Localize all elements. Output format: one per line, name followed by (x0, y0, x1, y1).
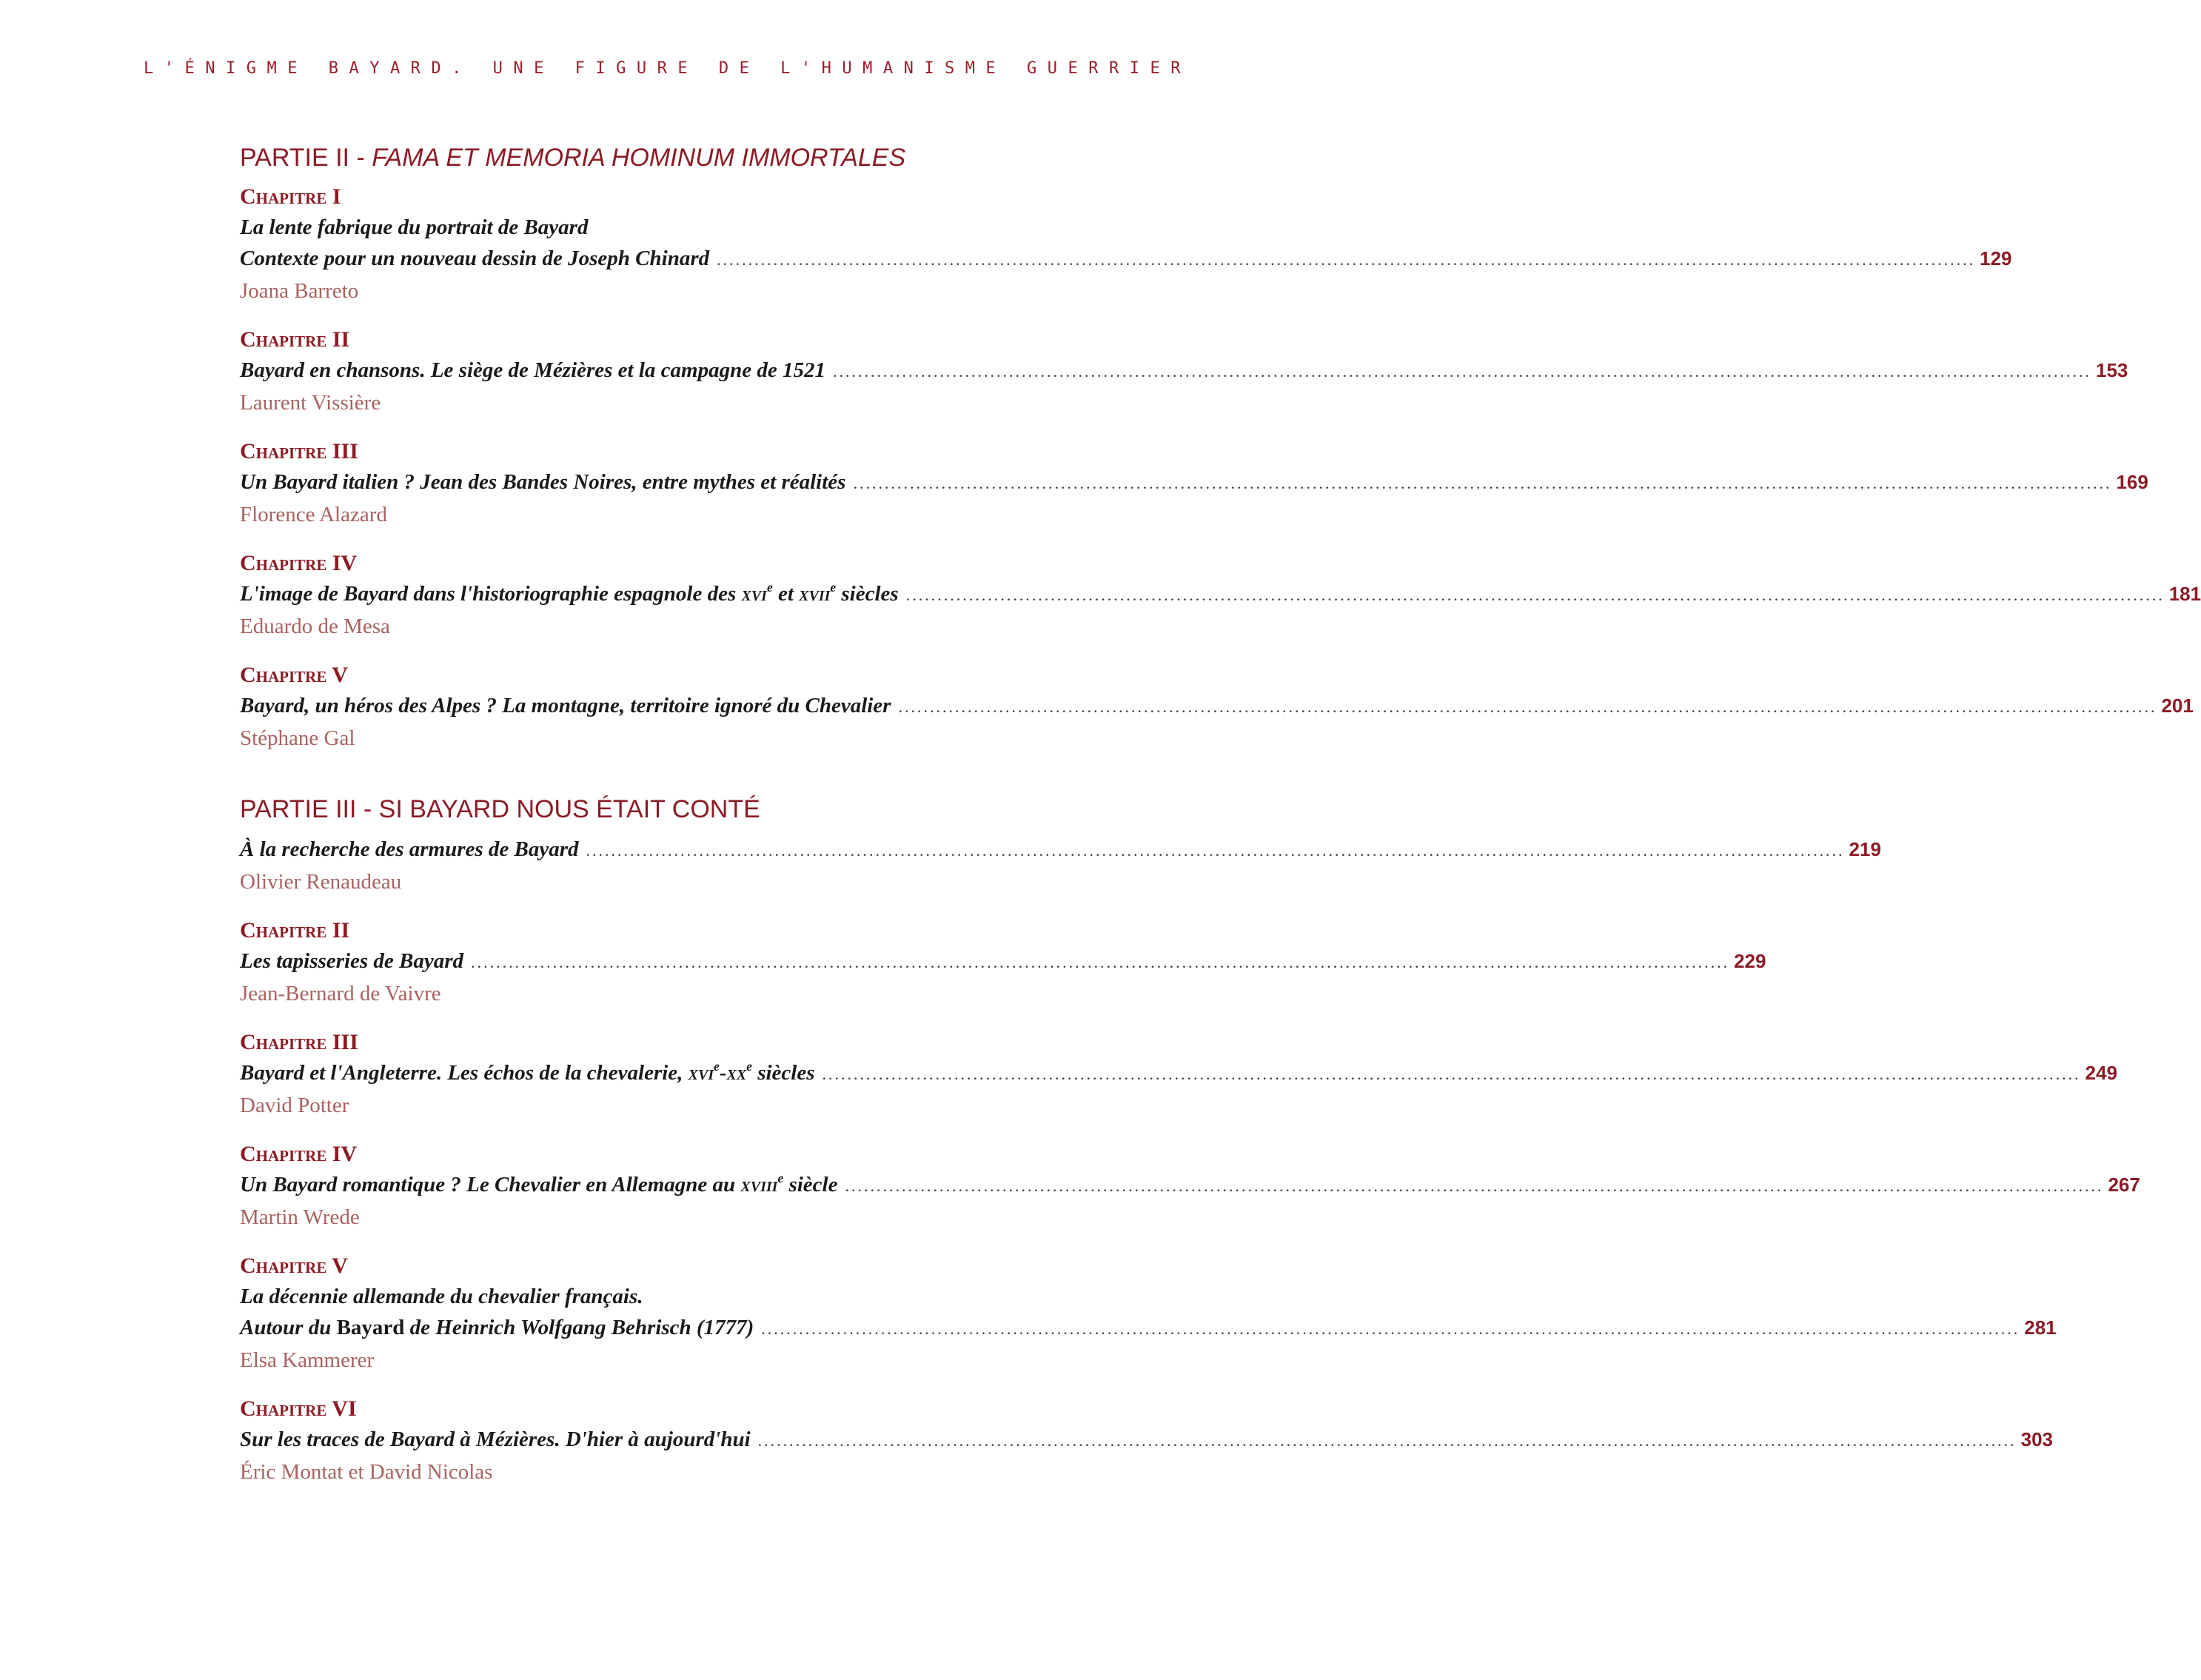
page-number: 303 (2020, 1428, 2054, 1450)
chapter-title-line[interactable] (240, 1169, 2140, 1202)
chapter-title-line[interactable] (240, 1312, 2057, 1345)
chapter-title: Les tapisseries de Bayard (240, 949, 464, 973)
page-number: 153 (2095, 359, 2128, 381)
chapter-label: Chapitre III (240, 1030, 358, 1054)
chapter-title-line-1: La décennie allemande du chevalier français. (240, 1285, 643, 1308)
toc-entry (240, 916, 1766, 1009)
page-number: 267 (2108, 1174, 2140, 1196)
page-number: 181 (2168, 583, 2201, 605)
table-of-contents (240, 141, 2201, 1506)
toc-entry (240, 182, 2012, 307)
author: David Potter (240, 1094, 349, 1117)
title-text: de Heinrich Wolfgang Behrisch (1777) (404, 1316, 754, 1339)
chapter-title (240, 1312, 754, 1343)
author: Jean-Bernard de Vaivre (240, 982, 441, 1005)
chapter-title-line-1: La lente fabrique du portrait de Bayard (240, 215, 589, 239)
chapter-label: Chapitre IV (240, 551, 358, 575)
part-subtitle: FAMA ET MEMORIA HOMINUM IMMORTALES (372, 144, 906, 172)
dot-leader: ........................................................................................................................................................................................................ (586, 841, 1845, 860)
chapter-title-line[interactable] (240, 243, 2012, 275)
page-number: 219 (1849, 838, 1881, 860)
toc-entry (240, 1394, 2054, 1487)
author: Laurent Vissière (240, 391, 381, 415)
toc-entry (240, 1251, 2057, 1376)
chapter-title-line[interactable] (240, 466, 2148, 499)
toc-entry (240, 660, 2194, 754)
part-title (240, 141, 1110, 175)
title-text: Bayard et l'Angleterre. Les échos de la chevalerie, (240, 1061, 689, 1085)
chapter-label: Chapitre II (240, 327, 350, 352)
part-label: PARTIE III - SI BAYARD NOUS ÉTAIT CONTÉ (240, 795, 760, 823)
part-title (240, 792, 1110, 826)
toc-entry (240, 834, 1881, 897)
chapter-title-line[interactable] (240, 1057, 2117, 1090)
page-number: 249 (2085, 1062, 2117, 1084)
dot-leader: ........................................................................................................................................................................................................ (853, 474, 2112, 492)
chapter-title: Bayard en chansons. Le siège de Mézières et la campagne de 1521 (240, 358, 825, 382)
chapter-title: Contexte pour un nouveau dessin de Joseph Chinard (240, 247, 710, 270)
part-label: PARTIE II - (240, 144, 372, 172)
chapter-title: Bayard, un héros des Alpes ? La montagne, territoire ignoré du Chevalier (240, 694, 891, 717)
title-text: Un Bayard romantique ? Le Chevalier en Allemagne au (240, 1173, 741, 1197)
dot-leader: ........................................................................................................................................................................................................ (471, 953, 1730, 971)
dot-leader: ........................................................................................................................................................................................................ (832, 362, 2091, 381)
chapter-label: Chapitre III (240, 439, 358, 463)
chapter-title: Sur les traces de Bayard à Mézières. D'hier à aujourd'hui (240, 1428, 751, 1451)
dot-leader: ........................................................................................................................................................................................................ (905, 586, 2165, 604)
title-text: et (772, 582, 800, 606)
superscript: e (746, 1058, 752, 1074)
chapter-title: Un Bayard italien ? Jean des Bandes Noires, entre mythes et réalités (240, 470, 846, 494)
superscript: e (766, 579, 773, 595)
chapter-label: Chapitre V (240, 663, 348, 687)
page-number: 169 (2116, 471, 2148, 493)
chapter-title-line[interactable] (240, 690, 2194, 723)
dot-leader: ........................................................................................................................................................................................................ (717, 250, 1976, 269)
chapter-title: À la recherche des armures de Bayard (240, 837, 579, 861)
author: Olivier Renaudeau (240, 870, 402, 894)
work-title: Bayard (336, 1316, 405, 1339)
superscript: e (714, 1058, 720, 1074)
author: Joana Barreto (240, 279, 359, 303)
title-text: Autour du (240, 1316, 337, 1339)
century-numeral: xvi (741, 582, 767, 606)
toc-entry (240, 1139, 2140, 1233)
chapter-label: Chapitre II (240, 918, 350, 943)
century-numeral: xx (726, 1061, 747, 1085)
chapter-title-line[interactable] (240, 355, 2128, 387)
author: Elsa Kammerer (240, 1348, 375, 1372)
dot-leader: ........................................................................................................................................................................................................ (898, 697, 2157, 716)
author: Stéphane Gal (240, 726, 355, 750)
page-number: 129 (1980, 247, 2012, 270)
toc-entry (240, 437, 2148, 530)
author: Éric Montat et David Nicolas (240, 1460, 493, 1484)
chapter-title (240, 1169, 837, 1200)
century-numeral: xviii (740, 1173, 778, 1197)
superscript: e (830, 579, 837, 595)
chapter-title (240, 1057, 815, 1088)
dot-leader: ........................................................................................................................................................................................................ (761, 1319, 2020, 1338)
author: Eduardo de Mesa (240, 615, 390, 638)
dot-leader: ........................................................................................................................................................................................................ (845, 1177, 2104, 1195)
chapter-title-line[interactable] (240, 946, 1766, 978)
superscript: e (777, 1170, 784, 1185)
chapter-title-line[interactable] (240, 578, 2201, 611)
chapter-label: Chapitre IV (240, 1142, 358, 1166)
chapter-title-line[interactable] (240, 1424, 2054, 1456)
author: Martin Wrede (240, 1205, 360, 1229)
title-text: L'image de Bayard dans l'historiographie espagnole des (240, 582, 742, 606)
chapter-label: Chapitre V (240, 1254, 348, 1278)
chapter-label: Chapitre I (240, 184, 341, 209)
chapter-title-line[interactable] (240, 834, 1881, 866)
running-header: L'ÉNIGME BAYARD. UNE FIGURE DE L'HUMANISME GUERRIER (144, 59, 1192, 78)
toc-entry (240, 1028, 2117, 1121)
page-number: 201 (2161, 695, 2194, 717)
century-numeral: xvii (799, 582, 831, 606)
toc-entry (240, 549, 2201, 642)
chapter-title (240, 578, 899, 609)
chapter-label: Chapitre VI (240, 1396, 357, 1421)
author: Florence Alazard (240, 503, 387, 526)
title-text: siècles (836, 582, 899, 606)
century-numeral: xvi (688, 1061, 714, 1085)
title-text: siècle (783, 1173, 838, 1197)
dot-leader: ........................................................................................................................................................................................................ (757, 1431, 2017, 1450)
title-text: - (719, 1061, 727, 1085)
title-text: siècles (751, 1061, 815, 1085)
dot-leader: ........................................................................................................................................................................................................ (822, 1065, 2081, 1083)
page-number: 229 (1734, 950, 1766, 972)
toc-entry (240, 325, 2128, 418)
page-number: 281 (2024, 1316, 2057, 1339)
